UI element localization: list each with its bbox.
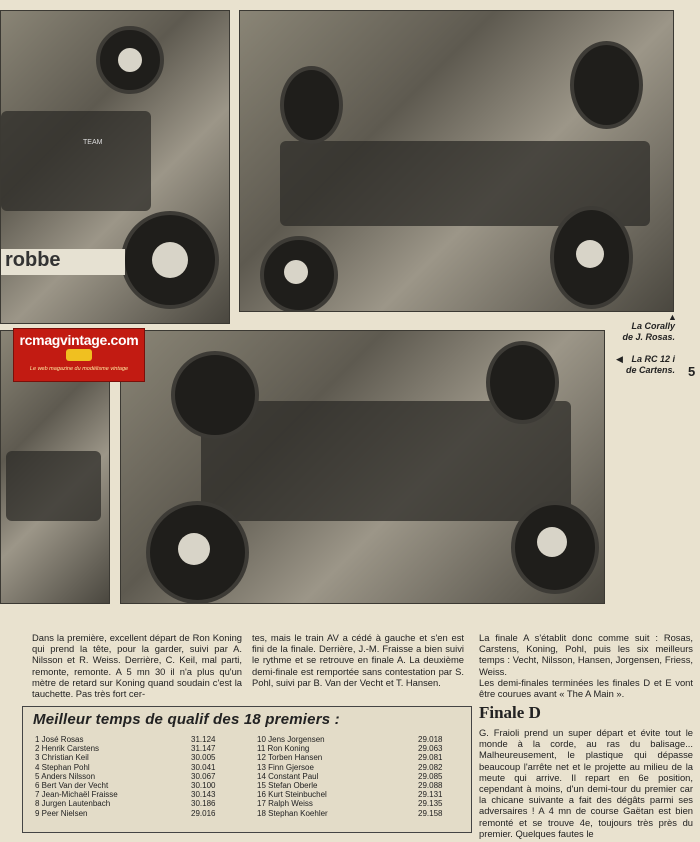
qualif-names-right [257, 735, 407, 818]
table-row: 12 Torben Hansen [257, 753, 323, 763]
table-cell-time: 29.016 [191, 808, 216, 818]
triangle-left-icon: ◀ [616, 354, 623, 364]
table-cell-time: 29.131 [418, 790, 443, 800]
qualif-times-left [191, 735, 251, 818]
table-cell-time: 29.082 [418, 762, 443, 772]
table-cell-time: 30.100 [191, 781, 216, 791]
text-column-1: Dans la première, excellent départ de Ron Koning qui prend la tête, pour la garder, suivi par A. Nilsson et R. Weiss. Derrière, C. Keil, mal parti, remonte, remonte. A 5 mn 30 il n'a plus qu'un mètre de retard sur Koning quand soudain c'est la tauchette. Pas très fort cer- [32, 632, 242, 700]
caption-rc12: La RC 12 i de Cartens. [625, 354, 675, 375]
table-row: 6 Bert Van der Vecht [35, 781, 109, 791]
qualif-times-right [418, 735, 468, 818]
table-row: 7 Jean-Michaël Fraisse [35, 790, 118, 800]
table-row: 13 Finn Gjersoe [257, 762, 314, 772]
robbe-label: robbe [1, 249, 125, 275]
table-row: 2 Henrik Carstens [35, 744, 100, 754]
logo-title: rcmagvintage.com [19, 332, 139, 348]
table-cell-time: 31.147 [191, 744, 216, 754]
kart-icon [66, 349, 92, 361]
logo-subtitle: Le web magazine du modélisme vintage [29, 366, 129, 372]
photo-corally [239, 10, 674, 312]
table-cell-time: 30.005 [191, 753, 216, 763]
triangle-up-icon: ▲ [668, 312, 677, 322]
table-cell-time: 30.143 [191, 790, 216, 800]
caption-corally: La Corally de J. Rosas. [622, 321, 675, 342]
photo-rc12-main [120, 330, 605, 604]
table-row: 8 Jurgen Lautenbach [35, 799, 111, 809]
table-cell-time: 29.081 [418, 753, 443, 763]
table-row: 10 Jens Jorgensen [257, 735, 325, 744]
section-heading-finale-d: Finale D [479, 703, 541, 722]
table-cell-time: 29.063 [418, 744, 443, 754]
table-cell-time: 30.186 [191, 799, 216, 809]
table-row: 15 Stefan Oberle [257, 781, 318, 791]
table-cell-time: 29.135 [418, 799, 443, 809]
table-row: 9 Peer Nielsen [35, 808, 88, 818]
qualif-names-left [35, 735, 175, 818]
photo-chassis-left [0, 10, 230, 324]
table-cell-time: 30.041 [191, 762, 216, 772]
table-row: 1 José Rosas [35, 735, 84, 744]
text-column-4: G. Fraioli prend un super départ et évite tout le monde à la corde, au ras du balisage... Malheureusement, le plastique qui dépasse beaucoup l'arrête net et le projette au milieu de la meute qui arrive. Il repart en 6e position, cependant à moins, d'un demi-tour du premier car la chicane suivante a fait des dégâts parmi ses adversaires ! A 4 mn de course Gaëtan est bien remonté et se trouve 4e, toujours très près du premier. Quelques fautes le [479, 727, 693, 839]
table-row: 14 Constant Paul [257, 771, 319, 781]
team-label: TEAM [83, 139, 103, 146]
table-row: 18 Stephan Koehler [257, 808, 328, 818]
page-number: 5 [688, 364, 696, 379]
table-row: 5 Anders Nilsson [35, 771, 96, 781]
table-row: 4 Stephan Pohl [35, 762, 90, 772]
table-row: 3 Christian Keil [35, 753, 89, 763]
table-row: 11 Ron Koning [257, 744, 310, 754]
table-cell-time: 29.085 [418, 771, 443, 781]
site-logo [13, 328, 145, 382]
text-column-3: La finale A s'établit donc comme suit : Rosas, Carstens, Koning, Pohl, puis les six meilleurs temps : Vecht, Nilsson, Hansen, Jorgensen, Friess, Weiss. Les demi-finales terminées les finales D et E vont être courues avant « The A Main ». [479, 632, 693, 700]
table-row: 17 Ralph Weiss [257, 799, 313, 809]
text-column-2: tes, mais le train AV a cédé à gauche et s'en est fini de la finale. Derrière, J.-M. Fraisse a bien suivi le rythme et se retrouve en finale A. La deuxième demi-finale est remportée sans contestation par S. Pohl, suivi par B. Van der Vecht et T. Hansen. [252, 632, 464, 688]
qualif-table-title: Meilleur temps de qualif des 18 premiers : [33, 711, 340, 728]
table-cell-time: 29.088 [418, 781, 443, 791]
table-row: 16 Kurt Steinbuchel [257, 790, 327, 800]
table-cell-time: 29.158 [418, 808, 443, 818]
qualif-table [22, 706, 472, 833]
table-cell-time: 30.067 [191, 771, 216, 781]
table-cell-time: 29.018 [418, 735, 443, 744]
table-cell-time: 31.124 [191, 735, 216, 744]
